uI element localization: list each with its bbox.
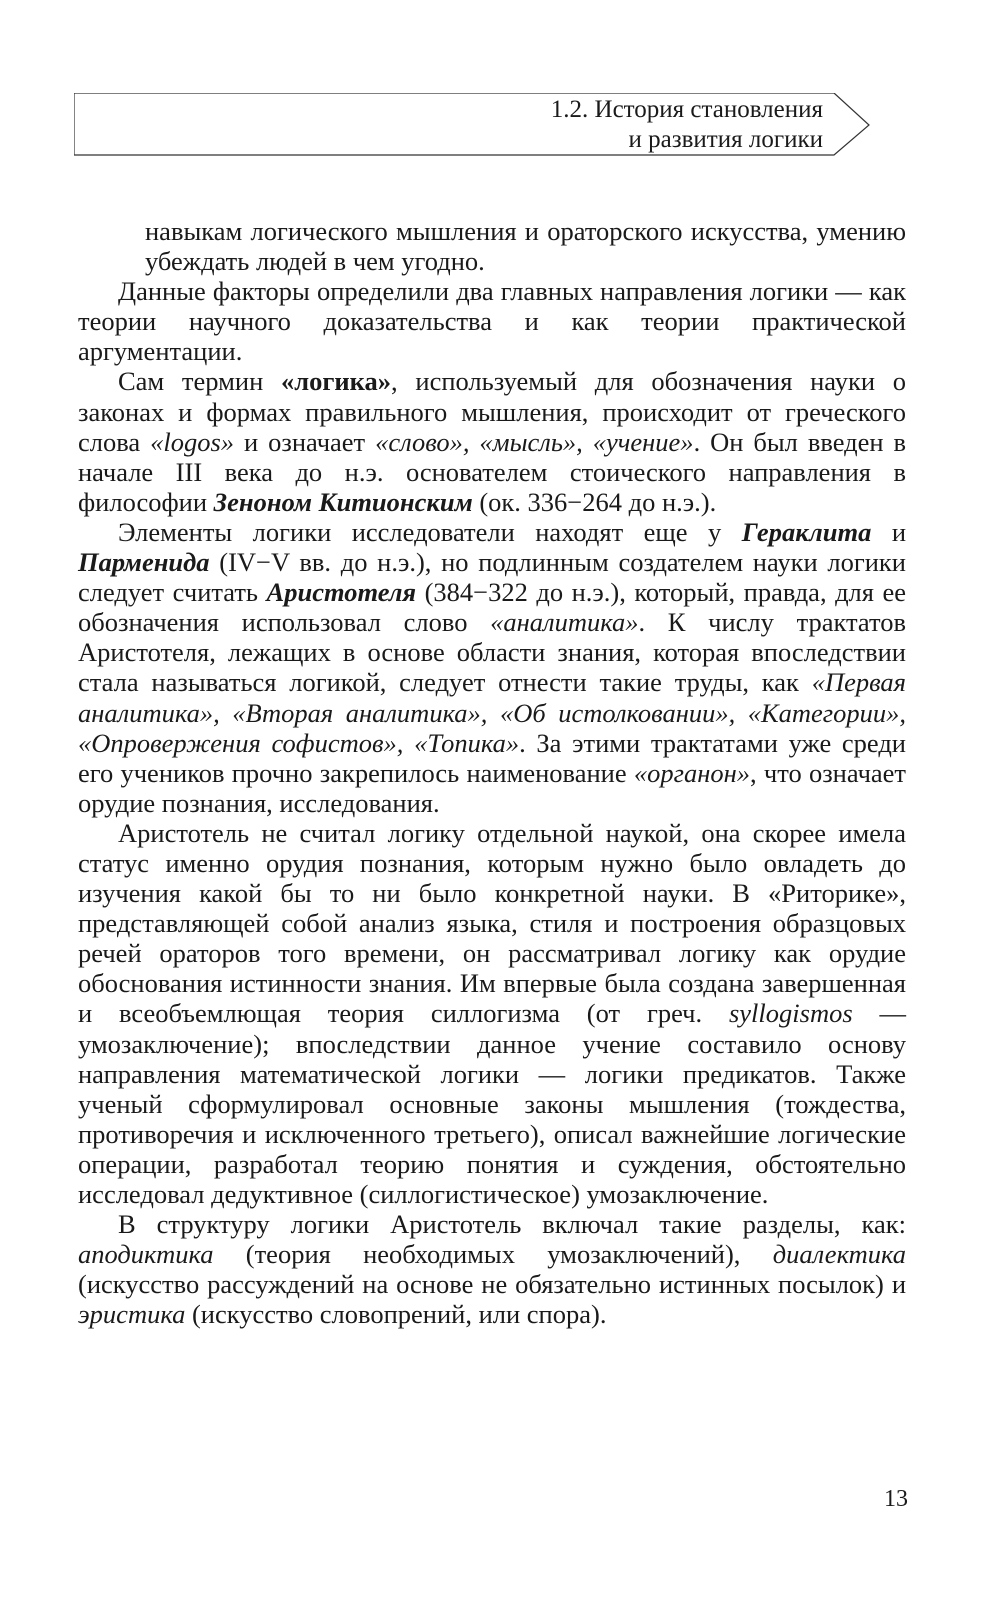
text-run: В структуру логики Аристотель включал такие разделы, как: [118, 1209, 906, 1240]
name-heraclitus: Гераклита [741, 516, 872, 547]
paragraph [78, 1209, 906, 1329]
name-parmenides: Парменида [78, 547, 210, 578]
term-organon: «органон» [633, 757, 751, 788]
text-run: (искусство рассуждений на основе не обязательно истинных посылок) и [78, 1269, 906, 1300]
text-run: (ок. 336−264 до н.э.). [472, 486, 717, 517]
term-analytics: «аналитика» [490, 607, 639, 638]
text-run: — умозаключение); впоследствии данное учение составило основу направления математической логики — логики предикатов. Также ученый сформулировал основные законы мышления (тождества, противоречия и исключенного третьего), описал важнейшие логические операции, разработал теорию понятия и суждения, обстоятельно исследовал дедуктивное (силлогистическое) умозаключение. [78, 998, 906, 1209]
term-syllogismos: syllogismos [728, 998, 853, 1029]
treatise-titles: «Первая аналитика», «Вторая аналитика», «Об истолковании», «Категории», «Опровержения софистов», «Топика» [78, 667, 906, 758]
text-run: (теория необходимых умозаключений), [213, 1239, 773, 1270]
section-title [551, 95, 823, 155]
text-run: . Он был введен в начале III века до н.э. основателем стоического направления в философии [78, 426, 906, 517]
text-run: . За этими трактатами уже среди его учеников прочно закрепилось наименование [78, 727, 906, 788]
text-run: (искусство словопрений, или спора). [185, 1299, 607, 1330]
page-number: 13 [884, 1486, 908, 1512]
term-meanings: «слово», «мысль», «учение» [375, 426, 694, 457]
section-title-line-1: 1.2. История становления [550, 96, 823, 123]
term-dialectics: диалектика [772, 1239, 906, 1270]
text-run: Аристотель не считал логику отдельной наукой, она скорее имела статус именно орудия познания, которым нужно было овладеть до изучения какой бы то ни было конкретной науки. В «Риторике», представляющей собой анализ языка, стиля и построения образцовых речей ораторов того времени, он рассматривал логику как орудие обоснования истинности знания. Им впервые была создана завершенная и всеобъемлющая теория силлогизма (от греч. [78, 817, 906, 1029]
text-run: . К числу трактатов Аристотеля, лежащих в основе области знания, которая впоследствии стала называться логикой, следует отнести такие труды, как [78, 607, 906, 698]
term-apodictics: аподиктика [78, 1239, 214, 1270]
paragraph [78, 818, 906, 1209]
running-header [74, 93, 898, 160]
body-text [78, 216, 906, 1329]
text-run: (384−322 до н.э.), который, правда, для ее обозначения использовал слово [78, 577, 906, 638]
section-title-line-2: и развития логики [628, 126, 823, 153]
term-logic: «логика» [281, 366, 392, 397]
text-run: и означает [234, 426, 376, 457]
paragraph-continuation: навыкам логического мышления и ораторского искусства, умению убеждать людей в чем угодно. [145, 216, 906, 277]
text-run: , используемый для обозначения науки о законах и формах правильного мышления, происходит от греческого слова [78, 366, 907, 457]
paragraph [78, 517, 906, 818]
paragraph: Данные факторы определили два главных направления логики — как теории научного доказательства и как теории практической аргументации. [78, 276, 906, 367]
paragraph [78, 366, 906, 516]
name-zeno: Зеноном Китионским [213, 486, 473, 517]
text-run: Сам термин [118, 366, 281, 397]
term-logos: «logos» [150, 426, 235, 457]
name-aristotle: Аристотеля [266, 577, 417, 608]
text-run: , что означает орудие познания, исследования. [78, 757, 907, 818]
text-run: Элементы логики исследователи находят еще у [118, 516, 742, 547]
text-run: и [871, 516, 906, 547]
term-eristics: эристика [78, 1299, 186, 1330]
text-run: (IV−V вв. до н.э.), но подлинным создателем науки логики следует считать [78, 547, 906, 608]
